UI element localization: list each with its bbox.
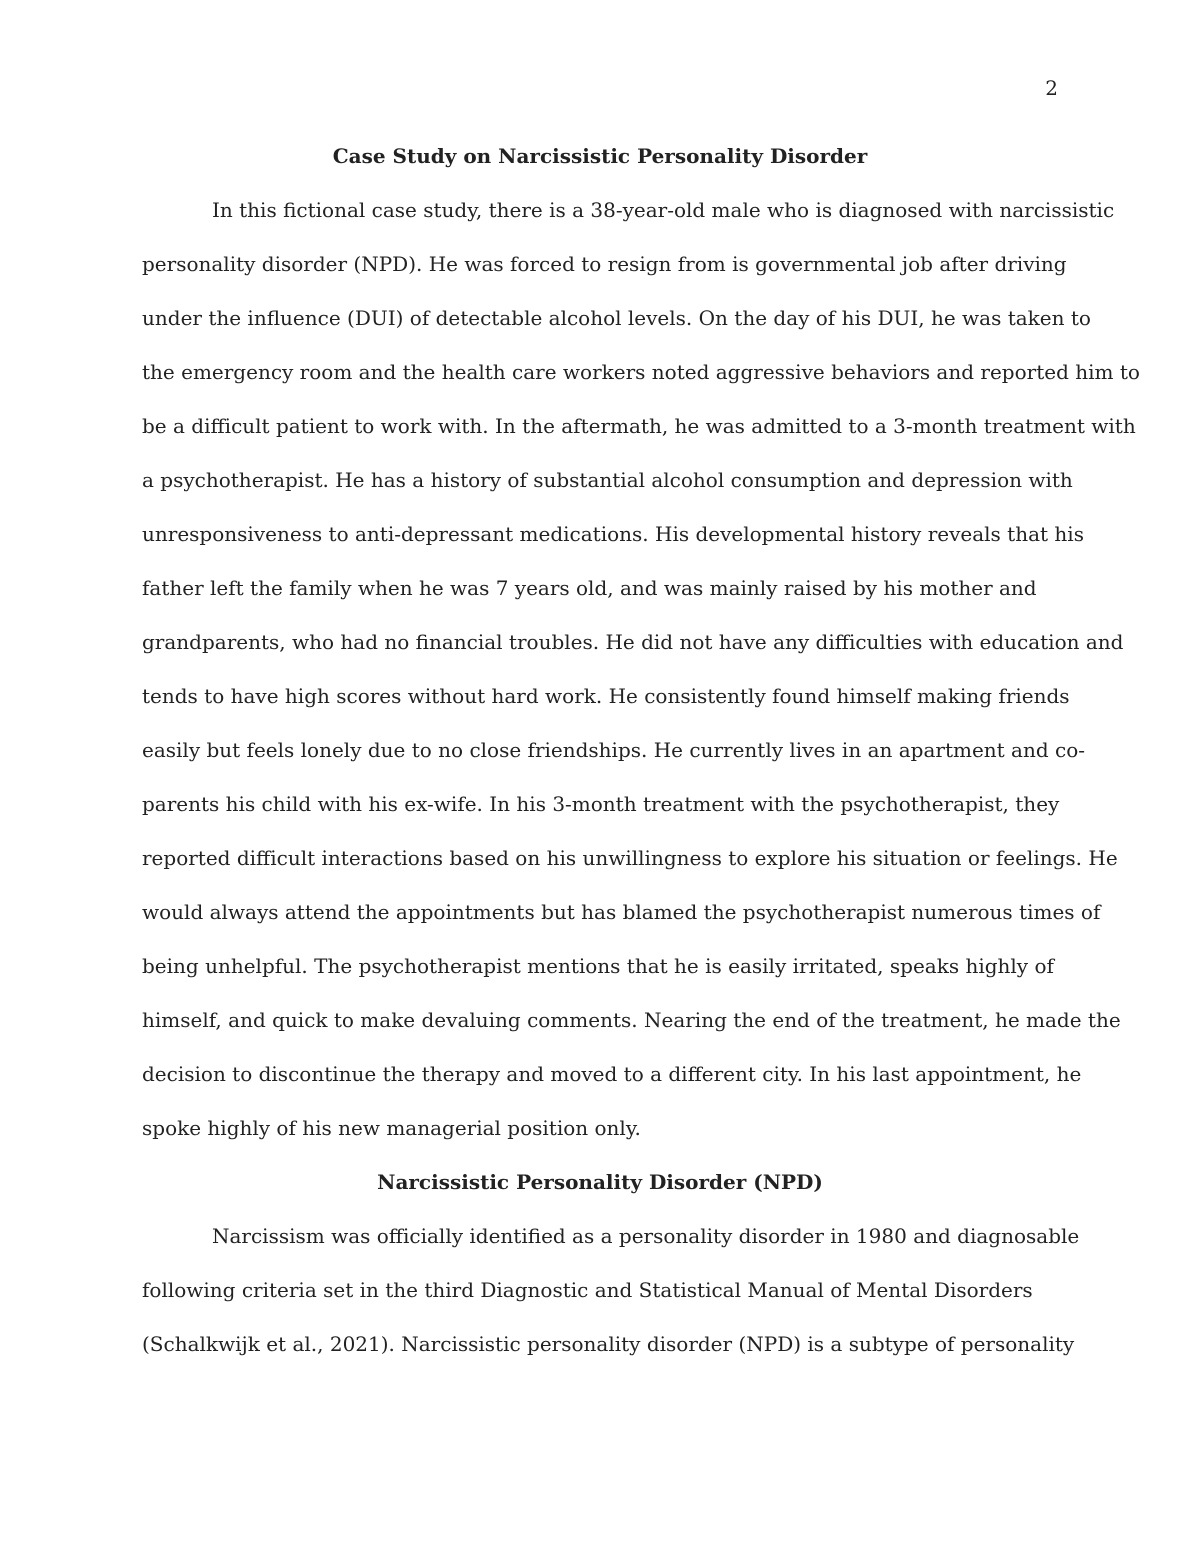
paragraph-line: Narcissism was officially identified as a personality disorder in 1980 and diagnosable [212,1224,1080,1248]
paragraph-line: a psychotherapist. He has a history of substantial alcohol consumption and depression with [142,468,1073,492]
paragraph-line: tends to have high scores without hard work. He consistently found himself making friends [142,684,1070,708]
paragraph-line: himself, and quick to make devaluing comments. Nearing the end of the treatment, he made the [142,1008,1121,1032]
section-heading: Case Study on Narcissistic Personality Disorder [332,144,868,168]
paragraph-line: (Schalkwijk et al., 2021). Narcissistic personality disorder (NPD) is a subtype of personality [142,1332,1075,1356]
paragraph-line: following criteria set in the third Diagnostic and Statistical Manual of Mental Disorders [142,1278,1033,1302]
paragraph-line: reported difficult interactions based on his unwillingness to explore his situation or feelings. He [142,846,1118,870]
paragraph-line: unresponsiveness to anti-depressant medications. His developmental history reveals that his [142,522,1084,546]
paragraph-line: grandparents, who had no financial troubles. He did not have any difficulties with education and [142,630,1124,654]
paragraph-line: In this fictional case study, there is a 38-year-old male who is diagnosed with narcissistic [212,198,1115,222]
paragraph-line: easily but feels lonely due to no close friendships. He currently lives in an apartment and co- [142,738,1086,762]
paragraph-line: would always attend the appointments but has blamed the psychotherapist numerous times of [142,900,1101,924]
paragraph-line: spoke highly of his new managerial position only. [142,1116,641,1140]
paragraph-line: being unhelpful. The psychotherapist mentions that he is easily irritated, speaks highly of [142,954,1054,978]
paragraph-line: personality disorder (NPD). He was forced to resign from is governmental job after driving [142,252,1067,276]
page-number: 2 [1045,76,1058,100]
paragraph-line: the emergency room and the health care workers noted aggressive behaviors and reported him to [142,360,1140,384]
paragraph-line: be a difficult patient to work with. In the aftermath, he was admitted to a 3-month treatment with [142,414,1136,438]
paragraph-line: under the influence (DUI) of detectable alcohol levels. On the day of his DUI, he was taken to [142,306,1091,330]
section-heading: Narcissistic Personality Disorder (NPD) [377,1170,823,1194]
paragraph-line: parents his child with his ex-wife. In his 3-month treatment with the psychotherapist, they [142,792,1060,816]
paragraph-line: decision to discontinue the therapy and moved to a different city. In his last appointment, he [142,1062,1082,1086]
paragraph-line: father left the family when he was 7 years old, and was mainly raised by his mother and [142,576,1037,600]
